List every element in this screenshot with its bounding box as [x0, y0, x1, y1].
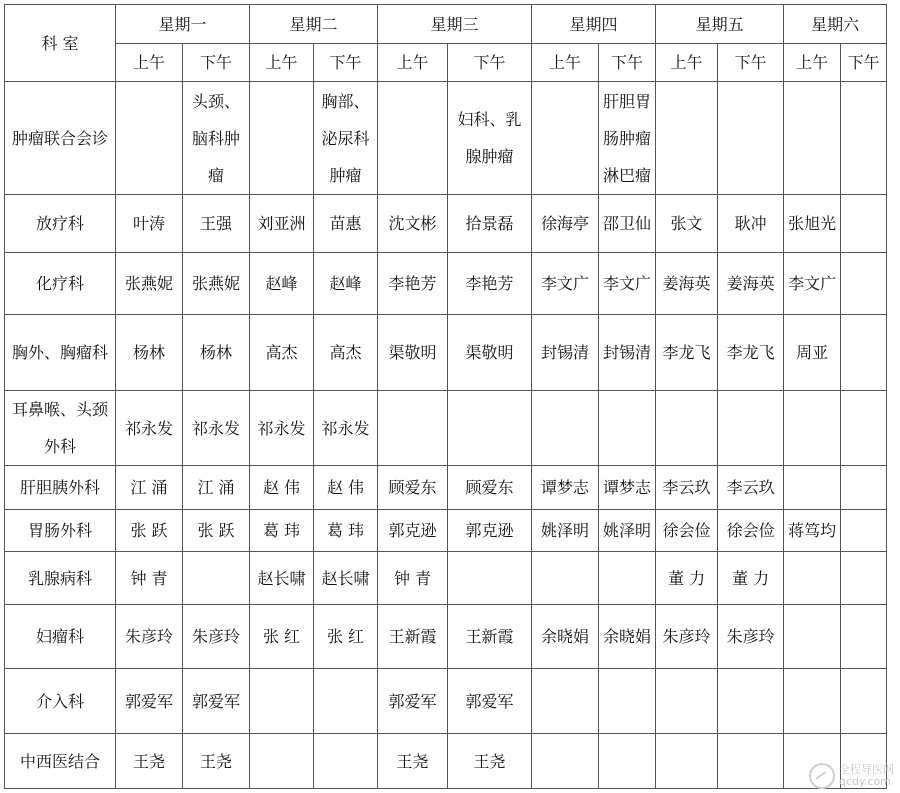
doctor-cell — [183, 552, 250, 605]
doctor-cell: 肝胆胃肠肿瘤淋巴瘤 — [599, 82, 656, 195]
dept-name: 耳鼻喉、头颈外科 — [5, 391, 116, 466]
doctor-cell: 姚泽明 — [532, 510, 599, 552]
doctor-cell: 渠敬明 — [378, 315, 448, 391]
table-row — [5, 195, 887, 253]
doctor-cell — [314, 669, 378, 734]
dept-header: 科 室 — [5, 5, 116, 82]
doctor-cell: 邵卫仙 — [599, 195, 656, 253]
doctor-cell: 顾爱东 — [378, 466, 448, 510]
doctor-cell — [784, 605, 841, 669]
doctor-cell — [532, 82, 599, 195]
doctor-cell: 郭爱军 — [183, 669, 250, 734]
am-header: 上午 — [784, 44, 841, 82]
dept-name: 肝胆胰外科 — [5, 466, 116, 510]
watermark-line2: qcdy.com — [839, 775, 891, 788]
table-row — [5, 605, 887, 669]
doctor-cell: 赵长啸 — [250, 552, 314, 605]
doctor-cell: 张 红 — [314, 605, 378, 669]
doctor-cell — [718, 82, 784, 195]
doctor-cell: 赵 伟 — [314, 466, 378, 510]
site-watermark — [809, 763, 894, 789]
doctor-cell — [718, 734, 784, 789]
doctor-cell: 周亚 — [784, 315, 841, 391]
doctor-cell — [656, 391, 718, 466]
doctor-cell — [532, 391, 599, 466]
day-header: 星期二 — [250, 5, 378, 44]
doctor-cell: 沈文彬 — [378, 195, 448, 253]
doctor-cell: 王尧 — [448, 734, 532, 789]
doctor-cell: 徐会俭 — [718, 510, 784, 552]
pm-header: 下午 — [841, 44, 887, 82]
doctor-cell: 朱彦玲 — [183, 605, 250, 669]
doctor-cell: 头颈、脑科肿瘤 — [183, 82, 250, 195]
doctor-cell: 李文广 — [599, 253, 656, 315]
schedule-table — [4, 4, 887, 789]
am-header: 上午 — [532, 44, 599, 82]
doctor-cell — [841, 82, 887, 195]
doctor-cell: 王尧 — [116, 734, 183, 789]
doctor-cell: 祁永发 — [116, 391, 183, 466]
doctor-cell: 葛 玮 — [314, 510, 378, 552]
watermark-line1: 全程导医网 — [839, 763, 894, 776]
dept-name: 化疗科 — [5, 253, 116, 315]
doctor-cell: 李文广 — [784, 253, 841, 315]
dept-name: 放疗科 — [5, 195, 116, 253]
doctor-cell — [656, 669, 718, 734]
dept-name: 胸外、胸瘤科 — [5, 315, 116, 391]
doctor-cell: 李艳芳 — [378, 253, 448, 315]
doctor-cell — [599, 669, 656, 734]
doctor-cell: 赵长啸 — [314, 552, 378, 605]
day-header: 星期六 — [784, 5, 887, 44]
doctor-cell: 谭梦志 — [599, 466, 656, 510]
doctor-cell — [250, 734, 314, 789]
doctor-cell: 郭克逊 — [378, 510, 448, 552]
dept-name: 妇瘤科 — [5, 605, 116, 669]
doctor-cell — [841, 510, 887, 552]
doctor-cell: 祁永发 — [250, 391, 314, 466]
table-row — [5, 315, 887, 391]
doctor-cell: 葛 玮 — [250, 510, 314, 552]
doctor-cell: 董 力 — [718, 552, 784, 605]
doctor-cell: 朱彦玲 — [718, 605, 784, 669]
doctor-cell: 刘亚洲 — [250, 195, 314, 253]
doctor-cell: 郭爱军 — [116, 669, 183, 734]
doctor-cell — [250, 82, 314, 195]
doctor-cell — [532, 552, 599, 605]
doctor-cell: 郭爱军 — [378, 669, 448, 734]
doctor-cell — [784, 391, 841, 466]
doctor-cell: 郭爱军 — [448, 669, 532, 734]
pm-header: 下午 — [448, 44, 532, 82]
pm-header: 下午 — [314, 44, 378, 82]
doctor-cell — [448, 552, 532, 605]
am-header: 上午 — [250, 44, 314, 82]
doctor-cell: 董 力 — [656, 552, 718, 605]
doctor-cell: 赵 伟 — [250, 466, 314, 510]
doctor-cell: 李龙飞 — [656, 315, 718, 391]
table-row — [5, 391, 887, 466]
table-row — [5, 466, 887, 510]
doctor-cell — [656, 82, 718, 195]
doctor-cell: 江 涌 — [116, 466, 183, 510]
doctor-cell: 封锡清 — [599, 315, 656, 391]
doctor-cell: 高杰 — [314, 315, 378, 391]
schedule-body — [5, 5, 887, 789]
doctor-cell — [784, 82, 841, 195]
doctor-cell — [378, 82, 448, 195]
doctor-cell: 妇科、乳腺肿瘤 — [448, 82, 532, 195]
doctor-cell — [532, 669, 599, 734]
doctor-cell: 渠敬明 — [448, 315, 532, 391]
doctor-cell: 谭梦志 — [532, 466, 599, 510]
pm-header: 下午 — [718, 44, 784, 82]
doctor-cell: 王新霞 — [448, 605, 532, 669]
doctor-cell — [841, 669, 887, 734]
header-row-halfday — [5, 44, 887, 82]
doctor-cell: 姜海英 — [656, 253, 718, 315]
doctor-cell: 耿冲 — [718, 195, 784, 253]
doctor-cell: 张燕妮 — [116, 253, 183, 315]
doctor-cell: 顾爱东 — [448, 466, 532, 510]
doctor-cell: 张旭光 — [784, 195, 841, 253]
doctor-cell: 高杰 — [250, 315, 314, 391]
doctor-cell — [784, 466, 841, 510]
dept-name: 肿瘤联合会诊 — [5, 82, 116, 195]
doctor-cell: 张 跃 — [183, 510, 250, 552]
doctor-cell: 王新霞 — [378, 605, 448, 669]
day-header: 星期三 — [378, 5, 532, 44]
doctor-cell: 张 红 — [250, 605, 314, 669]
header-row-days — [5, 5, 887, 44]
pm-header: 下午 — [599, 44, 656, 82]
doctor-cell: 杨林 — [116, 315, 183, 391]
doctor-cell — [841, 315, 887, 391]
day-header: 星期五 — [656, 5, 784, 44]
doctor-cell — [841, 466, 887, 510]
doctor-cell: 李云玖 — [656, 466, 718, 510]
doctor-cell: 赵峰 — [250, 253, 314, 315]
doctor-cell — [784, 552, 841, 605]
doctor-cell — [841, 195, 887, 253]
am-header: 上午 — [656, 44, 718, 82]
table-row — [5, 669, 887, 734]
doctor-cell — [718, 391, 784, 466]
doctor-cell: 杨林 — [183, 315, 250, 391]
doctor-cell: 朱彦玲 — [116, 605, 183, 669]
doctor-cell — [841, 552, 887, 605]
doctor-cell: 钟 青 — [116, 552, 183, 605]
dept-name: 介入科 — [5, 669, 116, 734]
doctor-cell — [116, 82, 183, 195]
doctor-cell — [841, 253, 887, 315]
watermark-logo-icon — [809, 763, 835, 789]
doctor-cell: 徐海亭 — [532, 195, 599, 253]
doctor-cell: 李文广 — [532, 253, 599, 315]
am-header: 上午 — [116, 44, 183, 82]
doctor-cell — [599, 391, 656, 466]
doctor-cell: 祁永发 — [314, 391, 378, 466]
doctor-cell — [784, 669, 841, 734]
day-header: 星期四 — [532, 5, 656, 44]
doctor-cell: 姜海英 — [718, 253, 784, 315]
doctor-cell: 张文 — [656, 195, 718, 253]
doctor-cell — [378, 391, 448, 466]
doctor-cell — [841, 605, 887, 669]
doctor-cell — [314, 734, 378, 789]
doctor-cell — [718, 669, 784, 734]
dept-name: 中西医结合 — [5, 734, 116, 789]
doctor-cell: 封锡清 — [532, 315, 599, 391]
table-row — [5, 734, 887, 789]
table-row — [5, 253, 887, 315]
doctor-cell: 余晓娟 — [532, 605, 599, 669]
doctor-cell: 江 涌 — [183, 466, 250, 510]
am-header: 上午 — [378, 44, 448, 82]
table-row — [5, 82, 887, 195]
doctor-cell — [656, 734, 718, 789]
doctor-cell — [448, 391, 532, 466]
pm-header: 下午 — [183, 44, 250, 82]
doctor-cell: 苗惠 — [314, 195, 378, 253]
table-row — [5, 552, 887, 605]
doctor-cell: 王尧 — [378, 734, 448, 789]
doctor-cell — [250, 669, 314, 734]
doctor-cell: 张 跃 — [116, 510, 183, 552]
doctor-cell: 李龙飞 — [718, 315, 784, 391]
doctor-cell — [599, 734, 656, 789]
doctor-cell: 叶涛 — [116, 195, 183, 253]
doctor-cell: 蒋笃均 — [784, 510, 841, 552]
doctor-cell: 王强 — [183, 195, 250, 253]
doctor-cell: 拾景磊 — [448, 195, 532, 253]
doctor-cell: 郭克逊 — [448, 510, 532, 552]
doctor-cell — [841, 391, 887, 466]
doctor-cell — [599, 552, 656, 605]
doctor-cell: 王尧 — [183, 734, 250, 789]
dept-name: 胃肠外科 — [5, 510, 116, 552]
doctor-cell: 张燕妮 — [183, 253, 250, 315]
doctor-cell: 朱彦玲 — [656, 605, 718, 669]
doctor-cell: 祁永发 — [183, 391, 250, 466]
doctor-cell: 余晓娟 — [599, 605, 656, 669]
doctor-cell: 李云玖 — [718, 466, 784, 510]
doctor-cell: 胸部、泌尿科肿瘤 — [314, 82, 378, 195]
doctor-cell: 李艳芳 — [448, 253, 532, 315]
table-row — [5, 510, 887, 552]
doctor-cell: 徐会俭 — [656, 510, 718, 552]
doctor-cell — [532, 734, 599, 789]
doctor-cell: 钟 青 — [378, 552, 448, 605]
doctor-cell: 姚泽明 — [599, 510, 656, 552]
dept-name: 乳腺病科 — [5, 552, 116, 605]
day-header: 星期一 — [116, 5, 250, 44]
doctor-cell: 赵峰 — [314, 253, 378, 315]
